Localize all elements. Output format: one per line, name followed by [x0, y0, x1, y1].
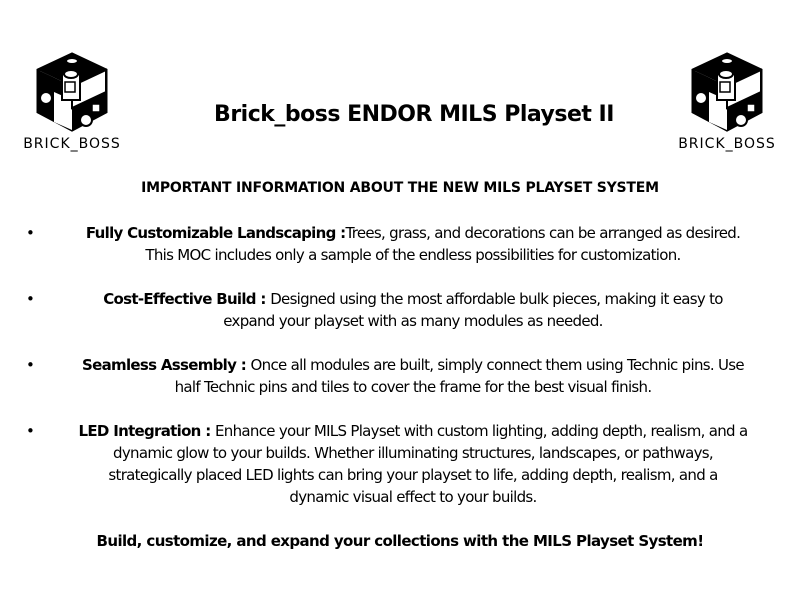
- item-text: Trees, grass, and decorations can be arranged as desired.: [345, 224, 741, 242]
- item-text: This MOC includes only a sample of the endless possibilities for customization.: [145, 246, 681, 264]
- item-label: LED Integration :: [78, 422, 216, 440]
- item-text: dynamic glow to your builds. Whether illuminating structures, landscapes, or pathways,: [113, 444, 713, 462]
- bullet: •: [26, 224, 35, 242]
- logo-text: BRICK_BOSS: [23, 136, 121, 152]
- item-text: dynamic visual effect to your builds.: [289, 488, 537, 506]
- item-text: half Technic pins and tiles to cover the frame for the best visual finish.: [174, 378, 652, 396]
- list-item: [26, 420, 786, 508]
- item-text: expand your playset with as many modules as needed.: [223, 312, 603, 330]
- item-text: strategically placed LED lights can bring your playset to life, adding depth, realism, and a: [108, 466, 718, 484]
- bullet: •: [26, 290, 35, 308]
- page-title: Brick_boss ENDOR MILS Playset II: [214, 102, 614, 127]
- section-heading: IMPORTANT INFORMATION ABOUT THE NEW MILS PLAYSET SYSTEM: [141, 180, 659, 196]
- item-label: Fully Customizable Landscaping :: [85, 224, 346, 242]
- list-item: [26, 354, 786, 398]
- item-text: Once all modules are built, simply connect them using Technic pins. Use: [250, 356, 744, 374]
- item-text: Enhance your MILS Playset with custom lighting, adding depth, realism, and a: [215, 422, 748, 440]
- bullet: •: [26, 356, 35, 374]
- list-item: [26, 288, 786, 332]
- logo-text: BRICK_BOSS: [678, 136, 776, 152]
- item-text: Designed using the most affordable bulk pieces, making it easy to: [270, 290, 723, 308]
- item-label: Cost-Effective Build :: [103, 290, 271, 308]
- bullet: •: [26, 422, 35, 440]
- item-label: Seamless Assembly :: [82, 356, 251, 374]
- list-item: [26, 222, 786, 266]
- closing-statement: Build, customize, and expand your collections with the MILS Playset System!: [96, 532, 704, 550]
